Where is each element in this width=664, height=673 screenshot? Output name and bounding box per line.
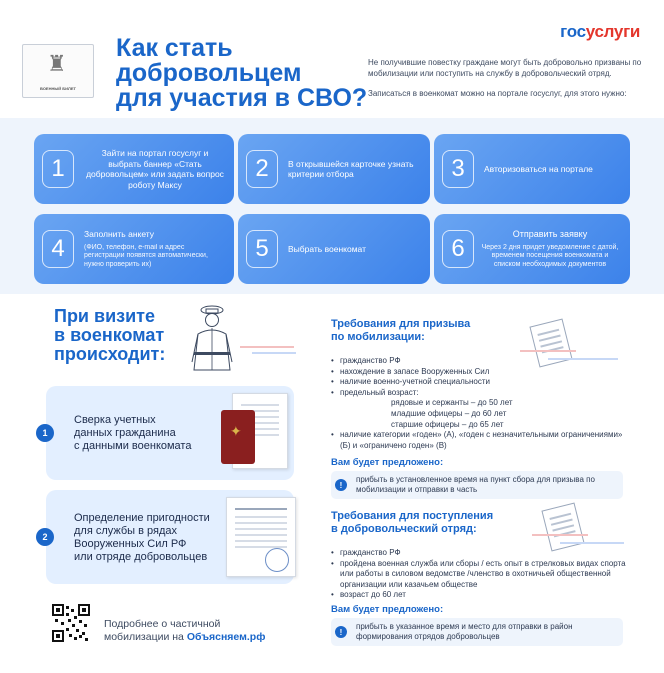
mobilization-title: Требования для призыва по мобилизации: xyxy=(331,318,471,343)
mobilization-offer: ! прибыть в установленное время на пункт сбора для призыва по мобилизации и отправки в часть xyxy=(331,471,623,499)
volunteer-requirements xyxy=(331,510,651,601)
step-text: Отправить заявку xyxy=(512,229,588,239)
requirement-subitem: старшие офицеры – до 65 лет xyxy=(391,419,504,429)
emblem-icon: ✦ xyxy=(230,423,242,439)
step-number: 4 xyxy=(42,230,74,268)
exclamation-icon: ! xyxy=(335,479,347,491)
step-4 xyxy=(34,214,234,284)
step-number: 2 xyxy=(246,150,278,188)
decor-stripe xyxy=(240,346,294,348)
decor-stripe xyxy=(560,542,624,544)
step-number: 5 xyxy=(246,230,278,268)
volunteer-offer-title: Вам будет предложено: xyxy=(331,604,444,615)
mobilization-requirements xyxy=(331,318,651,451)
visit-item-number: 1 xyxy=(36,424,54,442)
medical-form-image xyxy=(226,497,296,577)
decor-stripe xyxy=(548,358,618,360)
gosuslugi-logo[interactable]: госуслуги xyxy=(560,22,640,41)
passport-image xyxy=(221,410,255,464)
requirement-subitem: младшие офицеры – до 60 лет xyxy=(391,408,507,418)
step-number: 3 xyxy=(442,150,474,188)
step-text: Заполнить анкету xyxy=(84,229,155,239)
obyasnyaem-link[interactable]: Объясняем.рф xyxy=(186,631,266,643)
requirement-item: • гражданство РФ xyxy=(331,356,651,367)
step-text: Авторизоваться на портале xyxy=(484,163,593,174)
id-card-label: ВОЕННЫЙ БИЛЕТ xyxy=(40,86,76,91)
stamp-icon xyxy=(265,548,289,572)
step-subtext: Через 2 дня придет уведомление с датой, временем посещения военкомата и списком необходимых документов xyxy=(481,243,619,268)
more-info-text: Подробнее о частичной мобилизации на Объясняем.рф xyxy=(104,618,266,643)
exclamation-icon: ! xyxy=(335,626,347,638)
requirement-item: • наличие военно-учетной специальности xyxy=(331,377,651,388)
requirement-item: • наличие категории «годен» (А), «годен с незначительными ограничениями» (Б) и «ограничено годен» (В) xyxy=(331,430,631,451)
volunteer-offer: ! прибыть в указанное время и место для отправки в район формирования отрядов добровольцев xyxy=(331,618,623,646)
requirement-item: • возраст до 60 лет xyxy=(331,590,651,601)
visit-title: При визите в военкомат происходит: xyxy=(54,306,166,364)
requirement-item: • гражданство РФ xyxy=(331,548,651,559)
step-5 xyxy=(238,214,430,284)
requirement-item: • предельный возраст: xyxy=(331,388,651,399)
step-text: Зайти на портал госуслуг и выбрать баннер «Стать добровольцем» или задать вопрос роботу Максу xyxy=(86,148,224,190)
requirement-subitem: рядовые и сержанты – до 50 лет xyxy=(391,398,513,408)
step-1 xyxy=(34,134,234,204)
step-3 xyxy=(434,134,630,204)
step-2 xyxy=(238,134,430,204)
soldier-icon xyxy=(184,300,240,384)
intro-text: Не получившие повестку граждане могут быть добровольно призваны по мобилизации или поступить на службу в добровольческий отряд. Записаться в военкомат можно на портале госуслуг, для этого нужно: xyxy=(368,58,642,98)
mobilization-offer-title: Вам будет предложено: xyxy=(331,457,444,468)
step-text: В открывшейся карточке узнать критерии отбора xyxy=(288,158,414,179)
military-id-card-image xyxy=(22,44,94,98)
decor-stripe xyxy=(520,350,576,352)
qr-code[interactable] xyxy=(52,604,90,642)
requirement-item: • нахождение в запасе Вооруженных Сил xyxy=(331,367,651,378)
page-title: Как стать добровольцем для участия в СВО? xyxy=(116,34,368,112)
decor-stripe xyxy=(532,534,588,536)
decor-stripe xyxy=(252,352,296,354)
step-6 xyxy=(434,214,630,284)
visit-item-2: 2 Определение пригодности для службы в рядах Вооруженных Сил РФ или отряде добровольцев xyxy=(46,490,294,584)
step-text: Выбрать военкомат xyxy=(288,243,366,254)
requirement-item: • пройдена военная служба или сборы / есть опыт в стрелковых видах спорта или работы в силовом ведомстве /членство в охотничьей общественной организации или казачьем обществе xyxy=(331,559,631,591)
visit-item-number: 2 xyxy=(36,528,54,546)
step-number: 1 xyxy=(42,150,74,188)
visit-item-1: 1 Сверка учетных данных гражданина с данными военкомата xyxy=(46,386,294,480)
coat-of-arms-icon: ♜ xyxy=(47,51,67,76)
step-subtext: (ФИО, телефон, e-mail и адрес регистрации появятся автоматически, нужно проверить их) xyxy=(84,243,208,268)
volunteer-title: Требования для поступления в добровольческий отряд: xyxy=(331,510,494,535)
step-number: 6 xyxy=(442,230,474,268)
